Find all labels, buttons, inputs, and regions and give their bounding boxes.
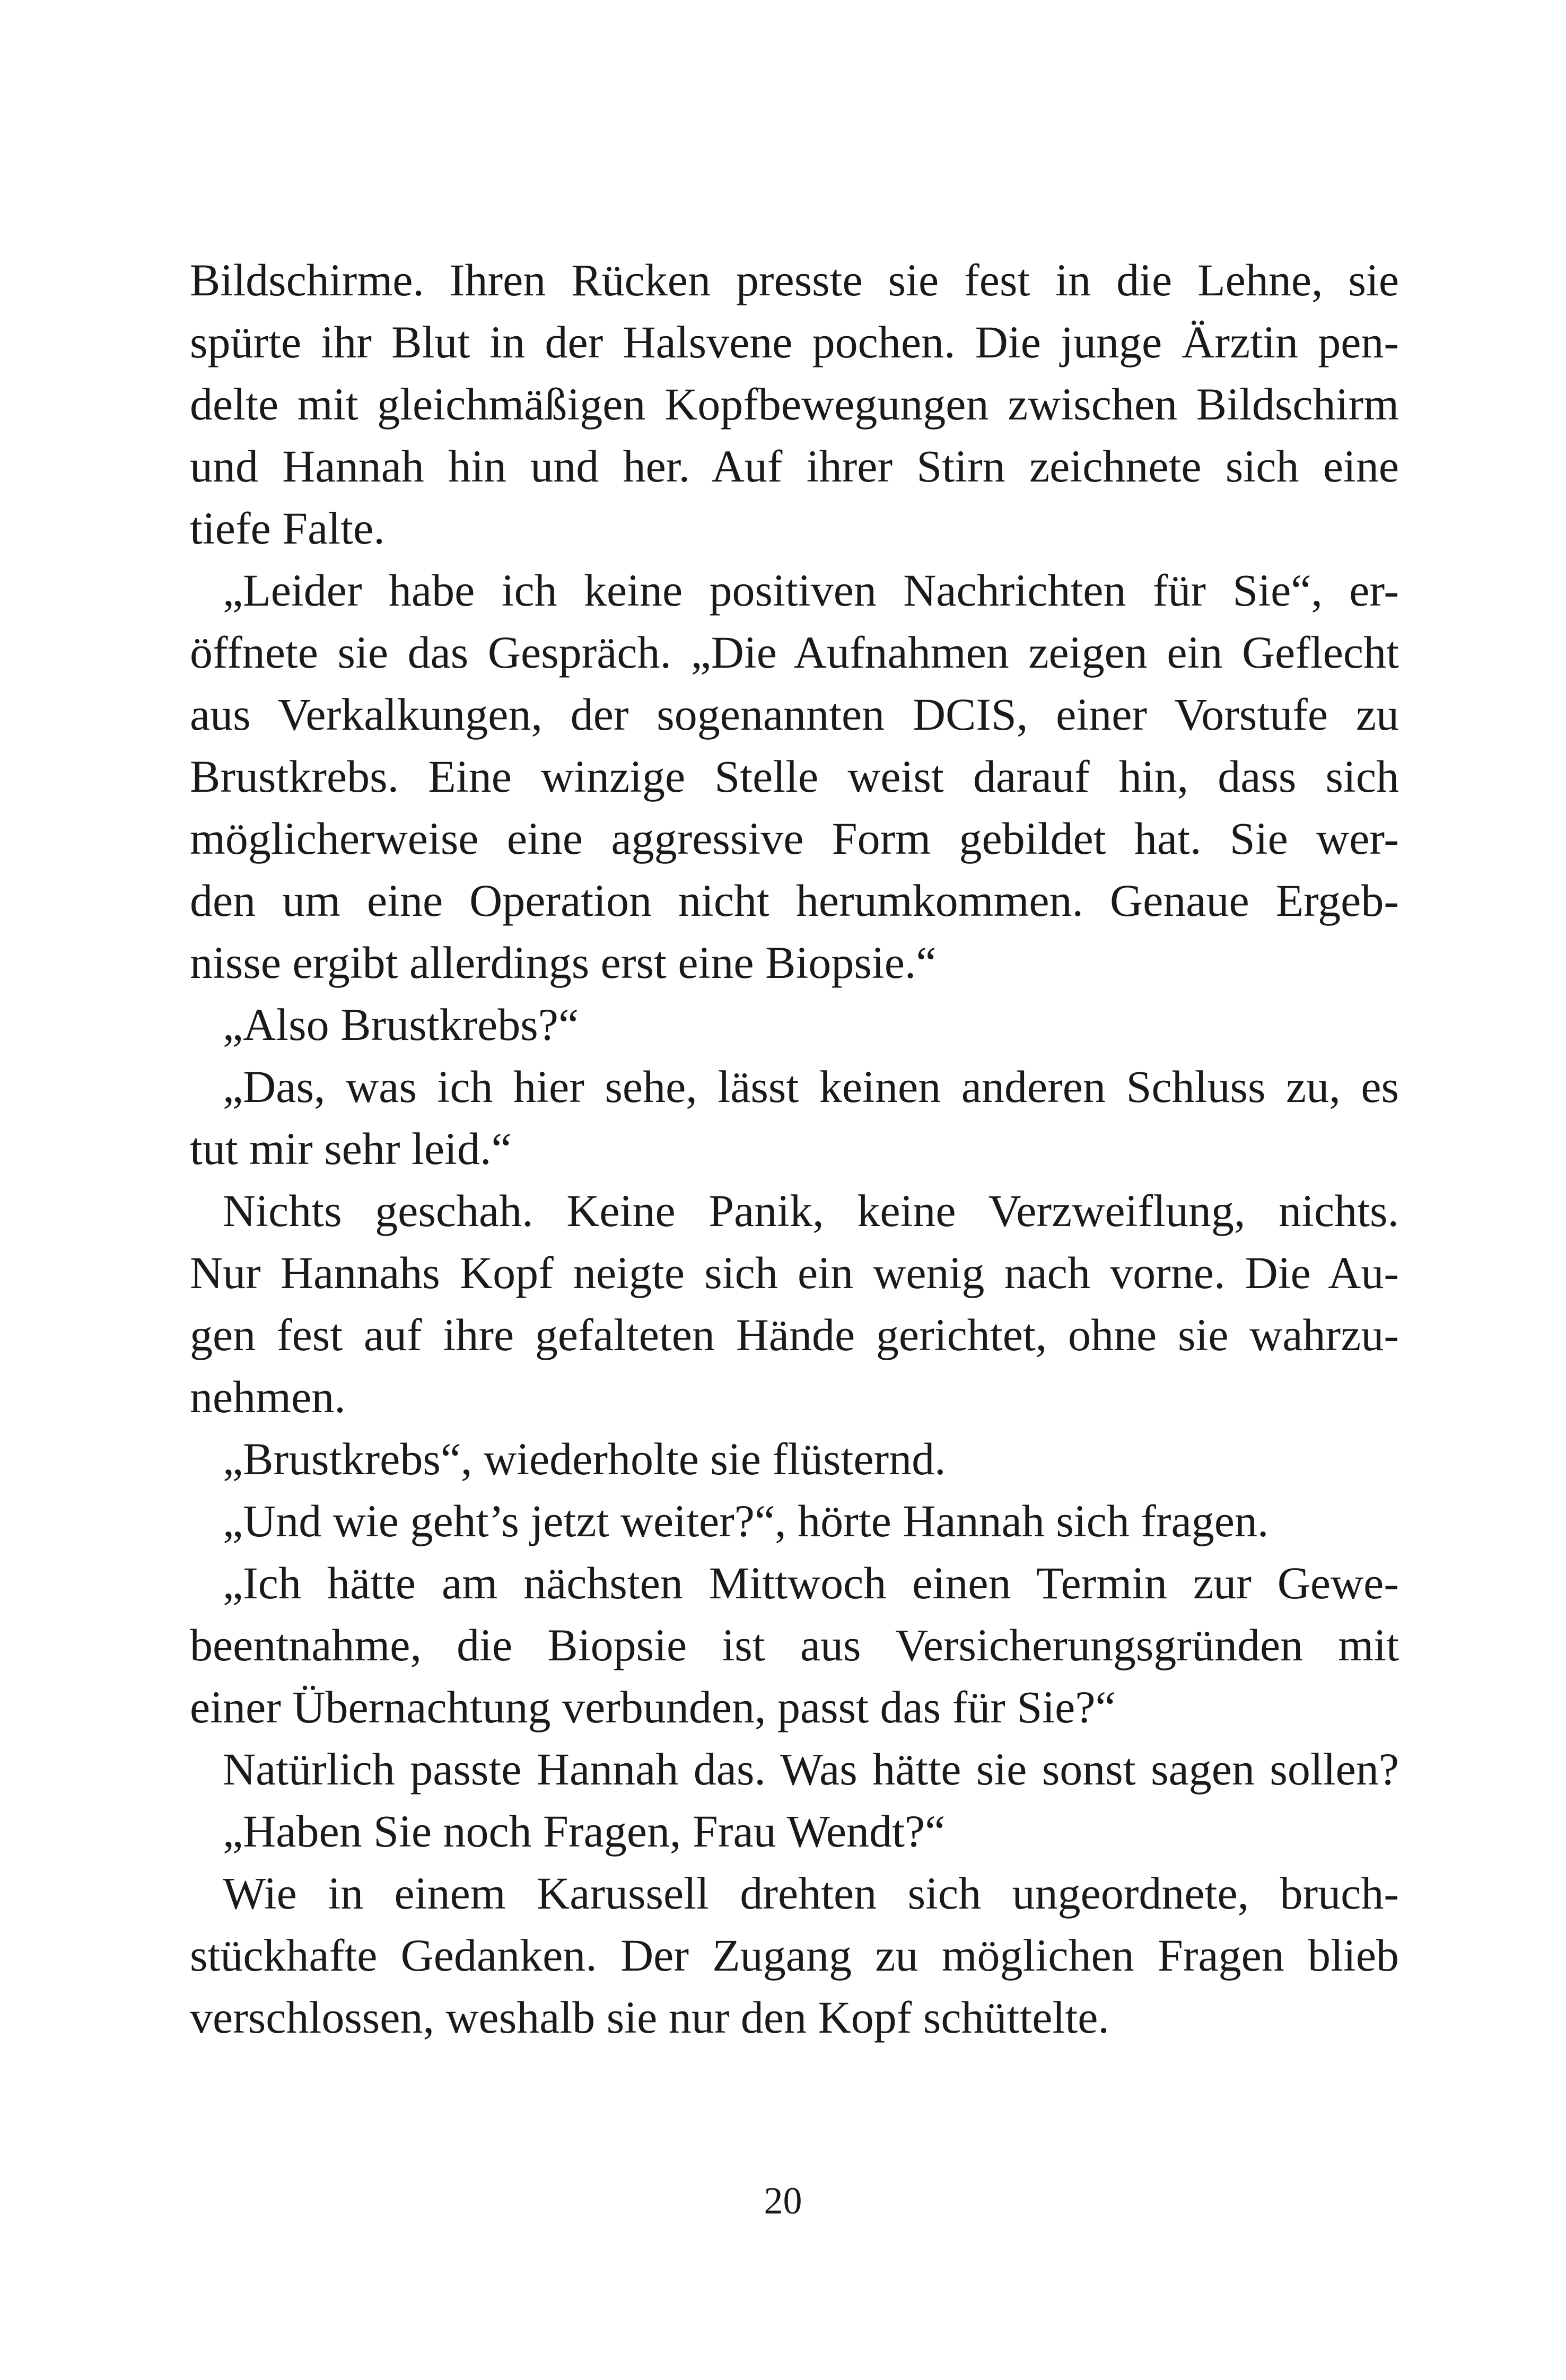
text-line: nehmen. bbox=[190, 1371, 346, 1422]
text-line: einer Übernachtung verbunden, passt das für Sie?“ bbox=[190, 1682, 1116, 1732]
page-number: 20 bbox=[764, 2180, 802, 2222]
text-line: Brustkrebs. Eine winzige Stelle weist darauf hin, dass sich bbox=[190, 751, 1399, 802]
text-line: beentnahme, die Biopsie ist aus Versicherungsgründen mit bbox=[190, 1620, 1399, 1670]
text-line: „Brustkrebs“, wiederholte sie flüsternd. bbox=[223, 1433, 946, 1484]
text-line: tut mir sehr leid.“ bbox=[190, 1123, 512, 1174]
text-line: „Leider habe ich keine positiven Nachrichten für Sie“, er- bbox=[223, 565, 1399, 616]
text-line: Wie in einem Karussell drehten sich ungeordnete, bruch- bbox=[223, 1868, 1399, 1919]
text-line: und Hannah hin und her. Auf ihrer Stirn zeichnete sich eine bbox=[190, 441, 1399, 492]
text-line: Bildschirme. Ihren Rücken presste sie fest in die Lehne, sie bbox=[190, 255, 1399, 305]
text-line: delte mit gleichmäßigen Kopfbewegungen zwischen Bildschirm bbox=[190, 379, 1399, 430]
text-line: stückhafte Gedanken. Der Zugang zu möglichen Fragen blieb bbox=[190, 1930, 1399, 1981]
text-line: „Das, was ich hier sehe, lässt keinen anderen Schluss zu, es bbox=[223, 1061, 1399, 1112]
text-line: verschlossen, weshalb sie nur den Kopf schüttelte. bbox=[190, 1992, 1109, 2043]
text-line: Nichts geschah. Keine Panik, keine Verzweiflung, nichts. bbox=[223, 1185, 1399, 1236]
text-line: spürte ihr Blut in der Halsvene pochen. Die junge Ärztin pen- bbox=[190, 317, 1399, 368]
text-line: „Ich hätte am nächsten Mittwoch einen Termin zur Gewe- bbox=[223, 1558, 1399, 1608]
text-line: „Also Brustkrebs?“ bbox=[223, 999, 579, 1050]
text-line: gen fest auf ihre gefalteten Hände gerichtet, ohne sie wahrzu- bbox=[190, 1309, 1399, 1360]
body-text bbox=[190, 249, 1399, 2049]
text-line: Natürlich passte Hannah das. Was hätte sie sonst sagen sollen? bbox=[223, 1744, 1399, 1795]
text-line: „Und wie geht’s jetzt weiter?“, hörte Hannah sich fragen. bbox=[223, 1495, 1269, 1546]
text-line: „Haben Sie noch Fragen, Frau Wendt?“ bbox=[223, 1806, 946, 1857]
text-line: den um eine Operation nicht herumkommen. Genaue Ergeb- bbox=[190, 875, 1399, 926]
text-line: aus Verkalkungen, der sogenannten DCIS, einer Vorstufe zu bbox=[190, 689, 1399, 740]
text-line: nisse ergibt allerdings erst eine Biopsie.“ bbox=[190, 937, 937, 988]
text-line: öffnete sie das Gespräch. „Die Aufnahmen zeigen ein Geflecht bbox=[190, 627, 1399, 678]
text-line: möglicherweise eine aggressive Form gebildet hat. Sie wer- bbox=[190, 813, 1399, 864]
text-line: Nur Hannahs Kopf neigte sich ein wenig nach vorne. Die Au- bbox=[190, 1247, 1399, 1298]
text-line: tiefe Falte. bbox=[190, 503, 385, 554]
